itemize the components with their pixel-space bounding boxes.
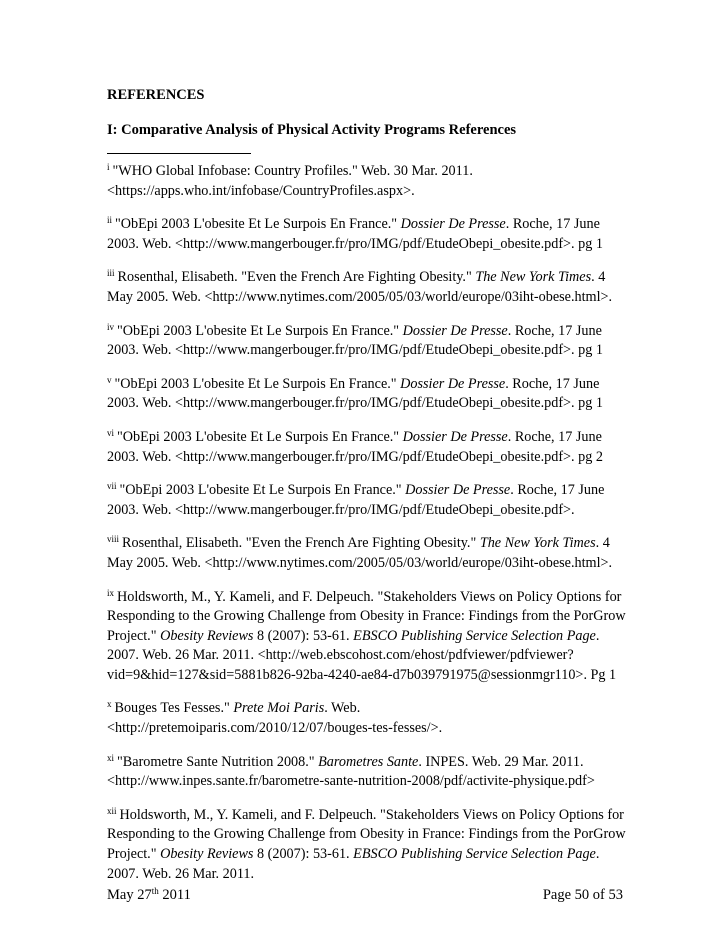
reference-text: 8 (2007): 53-61.	[253, 627, 354, 644]
footnote-marker: iv	[107, 321, 115, 332]
reference-text: "WHO Global Infobase: Country Profiles." Web. 30 Mar. 2011. <https://apps.who.int/infobase/CountryProfiles.aspx>.	[107, 163, 473, 199]
reference-text: . 2007. Web. 26 Mar. 2011.	[107, 846, 600, 882]
reference-text: Holdsworth, M., Y. Kameli, and F. Delpeuch. "Stakeholders Views on Policy Options for Responding to the Growing Challenge from Obesity in France: Findings from the PorGrow Project."	[107, 806, 626, 863]
section-subheading: I: Comparative Analysis of Physical Activity Programs References	[107, 122, 517, 138]
reference-title: Prete Moi Paris	[233, 700, 325, 717]
page-heading: REFERENCES	[107, 87, 205, 103]
footnote-marker: vi	[107, 427, 115, 438]
footer-date	[107, 886, 191, 904]
reference-text: . 4 May 2005. Web. <http://www.nytimes.com/2005/05/03/world/europe/03iht-obese.html>.	[107, 535, 613, 571]
footer-date-sup: th	[151, 886, 159, 896]
footer-date-prefix: May 27	[107, 887, 152, 903]
reference-title: Dossier De Presse	[400, 216, 506, 233]
reference-text: 8 (2007): 53-61.	[253, 846, 354, 863]
footnote-marker: xii	[107, 805, 117, 816]
reference-entry	[107, 322, 627, 361]
reference-text: "ObEpi 2003 L'obesite Et Le Surpois En France."	[115, 216, 401, 233]
reference-entry	[107, 699, 627, 738]
reference-entry	[107, 428, 627, 467]
reference-text: . INPES. Web. 29 Mar. 2011. <http://www.inpes.sante.fr/barometre-sante-nutrition-2008/pdf/activite-physique.pdf>	[107, 753, 595, 790]
reference-text: . Roche, 17 June 2003. Web. <http://www.mangerbouger.fr/pro/IMG/pdf/EtudeObepi_obesite.pdf>. pg 1	[107, 216, 603, 252]
reference-entry	[107, 481, 627, 520]
footnote-marker: x	[107, 699, 112, 710]
reference-entry	[107, 534, 627, 573]
reference-text: . Roche, 17 June 2003. Web. <http://www.mangerbouger.fr/pro/IMG/pdf/EtudeObepi_obesite.pdf>. pg 1	[107, 322, 603, 359]
page-number: Page 50 of 53	[542, 887, 623, 903]
reference-entry	[107, 753, 627, 792]
footnote-marker: iii	[107, 268, 115, 279]
reference-title: Obesity Reviews	[160, 846, 254, 863]
footnote-separator	[107, 153, 251, 154]
reference-title: EBSCO Publishing Service Selection Page	[353, 846, 596, 863]
reference-title: Obesity Reviews	[160, 627, 254, 644]
reference-title: The New York Times	[475, 269, 592, 286]
reference-text: . Roche, 17 June 2003. Web. <http://www.mangerbouger.fr/pro/IMG/pdf/EtudeObepi_obesite.pdf>.	[107, 482, 605, 518]
footnote-marker: vii	[107, 481, 117, 492]
reference-text: . 2007. Web. 26 Mar. 2011. <http://web.ebscohost.com/ehost/pdfviewer/pdfviewer?vid=9&hid=127&sid=5881b826-92ba-4240-ae84-d7b039791975@sessionmgr110>. Pg 1	[107, 627, 617, 683]
reference-title: Barometres Sante	[318, 753, 419, 770]
reference-text: Rosenthal, Elisabeth. "Even the French Are Fighting Obesity."	[122, 535, 480, 552]
reference-title: Dossier De Presse	[400, 375, 506, 392]
reference-title: The New York Times	[479, 535, 596, 552]
reference-text: . Roche, 17 June 2003. Web. <http://www.mangerbouger.fr/pro/IMG/pdf/EtudeObepi_obesite.pdf>. pg 1	[107, 375, 603, 412]
reference-entry	[107, 588, 627, 686]
reference-entry	[107, 375, 627, 414]
footnote-marker: ii	[107, 215, 113, 226]
footnote-marker: ix	[107, 587, 115, 598]
reference-entry	[107, 162, 627, 201]
reference-title: Dossier De Presse	[405, 482, 511, 499]
footer-date-year: 2011	[158, 887, 191, 903]
reference-entry	[107, 806, 627, 884]
footnote-marker: i	[107, 162, 110, 172]
reference-text: . Web. <http://pretemoiparis.com/2010/12/07/bouges-tes-fesses/>.	[107, 700, 443, 737]
reference-title: Dossier De Presse	[402, 322, 508, 339]
reference-title: EBSCO Publishing Service Selection Page	[353, 627, 596, 644]
reference-text: Holdsworth, M., Y. Kameli, and F. Delpeuch. "Stakeholders Views on Policy Options for Responding to the Growing Challenge from Obesity in France: Findings from the PorGrow Project."	[107, 588, 626, 644]
reference-text: "Barometre Sante Nutrition 2008."	[117, 753, 319, 770]
footnote-marker: v	[107, 374, 112, 385]
reference-entry	[107, 215, 627, 254]
footnote-marker: viii	[107, 534, 120, 545]
reference-text: "ObEpi 2003 L'obesite Et Le Surpois En France."	[114, 375, 401, 392]
reference-entry	[107, 268, 627, 307]
reference-text: . Roche, 17 June 2003. Web. <http://www.mangerbouger.fr/pro/IMG/pdf/EtudeObepi_obesite.pdf>. pg 2	[107, 428, 603, 465]
reference-text: "ObEpi 2003 L'obesite Et Le Surpois En France."	[117, 428, 403, 445]
reference-text: Bouges Tes Fesses."	[114, 700, 234, 717]
reference-list	[107, 162, 627, 898]
reference-text: "ObEpi 2003 L'obesite Et Le Surpois En France."	[117, 322, 403, 339]
reference-title: Dossier De Presse	[402, 428, 508, 445]
reference-text: "ObEpi 2003 L'obesite Et Le Surpois En France."	[119, 482, 406, 499]
footnote-marker: xi	[107, 752, 115, 763]
reference-text: . 4 May 2005. Web. <http://www.nytimes.com/2005/05/03/world/europe/03iht-obese.html>.	[107, 269, 613, 305]
reference-text: Rosenthal, Elisabeth. "Even the French Are Fighting Obesity."	[117, 269, 476, 286]
